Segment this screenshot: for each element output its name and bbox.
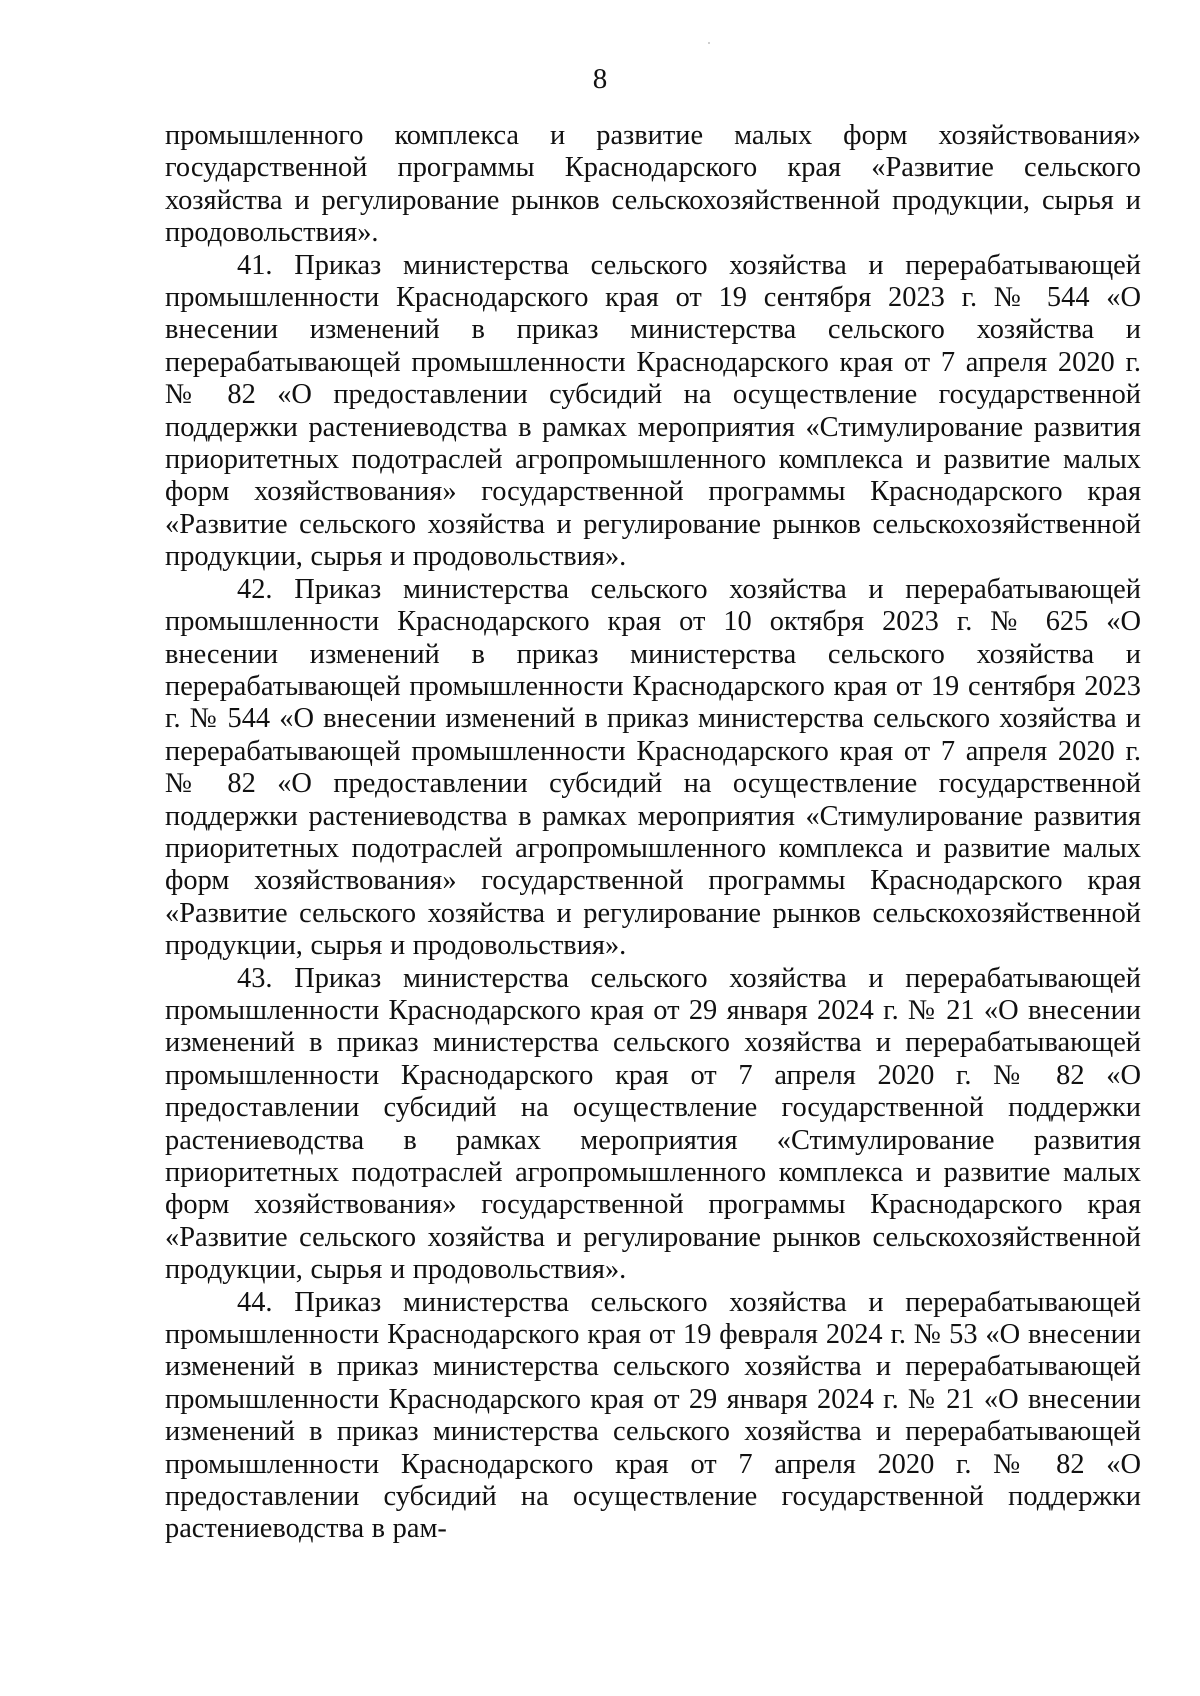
paragraph-41 <box>165 250 1141 574</box>
page-number: 8 <box>592 63 608 95</box>
paragraph-43 <box>165 963 1141 1287</box>
paragraph-44 <box>165 1287 1141 1546</box>
paragraph-number: 41. <box>237 249 273 281</box>
paragraph-text: Приказ министерства сельского хозяйства и перерабатывающей промышленности Краснодарского края от 19 сентября 2023 г. № 544 «О внесении изменений в приказ министерства сельского хозяйства и перерабатывающей промышленности Краснодарского края от 7 апреля 2020 г. № 82 «О предоставлении субсидий на осуществление государственной поддержки растениеводства в рамках мероприятия «Стимулирование развития приоритетных подотраслей агропромышленного комплекса и развитие малых форм хозяйствования» государственной программы Краснодарского края «Развитие сельского хозяйства и регулирование рынков сельскохозяйственной продукции, сырья и продовольствия». <box>165 249 1141 573</box>
paragraph-text: промышленного комплекса и развитие малых форм хозяйствования» государственной программы Краснодарского края «Развитие сельского хозяйства и регулирование рынков сельскохозяйственной продукции, сырья и продовольствия». <box>165 120 1141 249</box>
paragraph-number: 44. <box>237 1286 273 1318</box>
document-body <box>165 120 1141 1546</box>
paragraph-number: 43. <box>237 962 273 994</box>
scan-dot <box>708 42 710 44</box>
paragraph-text: Приказ министерства сельского хозяйства и перерабатывающей промышленности Краснодарского края от 29 января 2024 г. № 21 «О внесении изменений в приказ министерства сельского хозяйства и перерабатывающей промышленности Краснодарского края от 7 апреля 2020 г. № 82 «О предоставлении субсидий на осуществление государственной поддержки растениеводства в рамках мероприятия «Стимулирование развития приоритетных подотраслей агропромышленного комплекса и развитие малых форм хозяйствования» государственной программы Краснодарского края «Развитие сельского хозяйства и регулирование рынков сельскохозяйственной продукции, сырья и продовольствия». <box>165 962 1141 1286</box>
paragraph-text: Приказ министерства сельского хозяйства и перерабатывающей промышленности Краснодарского края от 19 февраля 2024 г. № 53 «О внесении изменений в приказ министерства сельского хозяйства и перерабатывающей промышленности Краснодарского края от 29 января 2024 г. № 21 «О внесении изменений в приказ министерства сельского хозяйства и перерабатывающей промышленности Краснодарского края от 7 апреля 2020 г. № 82 «О предоставлении субсидий на осуществление государственной поддержки растениеводства в рам- <box>165 1286 1141 1545</box>
paragraph-text: Приказ министерства сельского хозяйства и перерабатывающей промышленности Краснодарского края от 10 октября 2023 г. № 625 «О внесении изменений в приказ министерства сельского хозяйства и перерабатывающей промышленности Краснодарского края от 19 сентября 2023 г. № 544 «О внесении изменений в приказ министерства сельского хозяйства и перерабатывающей промышленности Краснодарского края от 7 апреля 2020 г. № 82 «О предоставлении субсидий на осуществление государственной поддержки растениеводства в рамках мероприятия «Стимулирование развития приоритетных подотраслей агропромышленного комплекса и развитие малых форм хозяйствования» государственной программы Краснодарского края «Развитие сельского хозяйства и регулирование рынков сельскохозяйственной продукции, сырья и продовольствия». <box>165 573 1141 962</box>
paragraph-42 <box>165 574 1141 963</box>
paragraph-continued <box>165 120 1141 250</box>
paragraph-number: 42. <box>237 573 273 605</box>
